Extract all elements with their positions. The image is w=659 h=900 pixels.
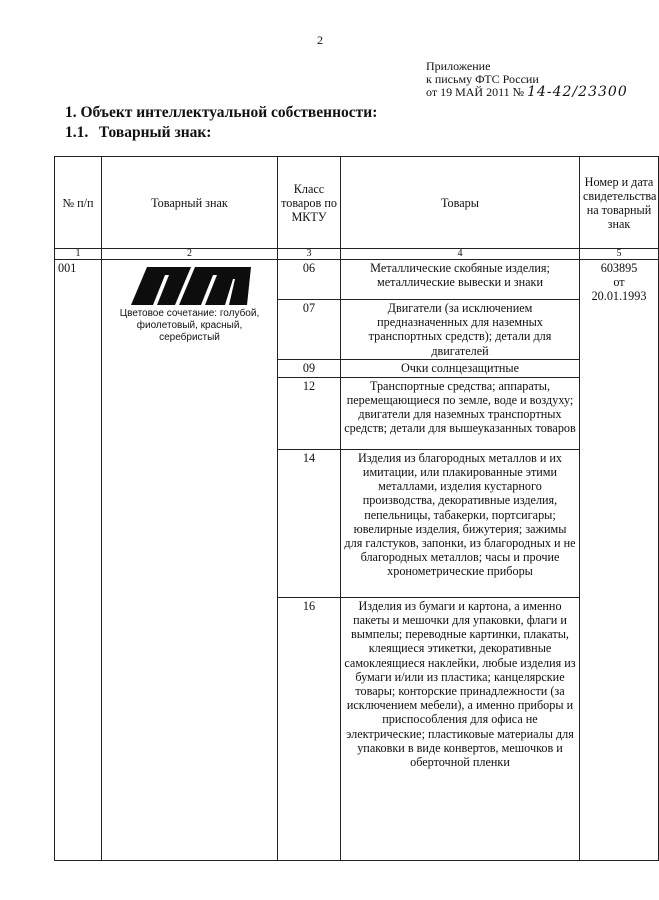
trademark-table <box>54 156 659 861</box>
index-cell: 5 <box>580 249 659 260</box>
m-logo-icon <box>105 265 274 305</box>
index-cell: 1 <box>55 249 102 260</box>
goods-cell: Изделия из благородных металлов и их имитации, или плакированные этими металлами, изделия кустарного производства, декоративные изделия, пепельницы, табакерки, портсигары; ювелирные изделия, бижутерия; зажимы для галстуков, запонки, из благородных и не благородных металлов; часы и прочие хронометрические приборы <box>341 449 580 597</box>
goods-cell: Металлические скобяные изделия; металлические вывески и знаки <box>341 260 580 300</box>
registration-number: 603895 <box>600 261 638 275</box>
registration-from: от <box>613 275 625 289</box>
stamped-date: 19 МАЙ 2011 <box>440 85 510 99</box>
header-num: № п/п <box>55 157 102 249</box>
number-sign: № <box>512 85 525 99</box>
header-trademark: Товарный знак <box>102 157 278 249</box>
index-cell: 4 <box>341 249 580 260</box>
date-prefix: от <box>426 85 438 99</box>
table-header-row <box>55 157 659 249</box>
goods-cell: Транспортные средства; аппараты, перемещающиеся по земле, воде и воздуху; двигатели для наземных транспортных средств; детали для вышеуказанных товаров <box>341 377 580 449</box>
goods-cell: Очки солнцезащитные <box>341 359 580 377</box>
goods-cell: Двигатели (за исключением предназначенных для наземных транспортных средств); детали для двигателей <box>341 300 580 360</box>
header-class: Класс товаров по МКТУ <box>278 157 341 249</box>
class-cell: 14 <box>278 449 341 597</box>
subsection-title: Товарный знак: <box>98 124 212 141</box>
handwritten-doc-number: 14-42/23300 <box>527 84 628 100</box>
table-index-row <box>55 249 659 260</box>
class-cell: 16 <box>278 597 341 860</box>
class-cell: 07 <box>278 300 341 360</box>
goods-cell: Изделия из бумаги и картона, а именно пакеты и мешочки для упаковки, флаги и вымпелы; переводные картинки, плакаты, клеящиеся этикетки, декоративные самоклеящиеся наклейки, любые изделия из бумаги и/или из пластика; канцелярские товары; конторские принадлежности (за исключением мебели), а именно приборы и приспособления для офиса не электрические; пластиковые материалы для упаковки в виде конвертов, мешочков и оберточной пленки <box>341 597 580 860</box>
class-cell: 09 <box>278 359 341 377</box>
appendix-letter-ref: к письму ФТС России <box>426 72 539 86</box>
subsection-number: 1.1. <box>65 124 89 141</box>
color-combination-note: Цветовое сочетание: голубой, фиолетовый, красный, серебристый <box>119 308 260 343</box>
class-cell: 12 <box>278 377 341 449</box>
entry-number: 001 <box>55 260 102 861</box>
index-cell: 3 <box>278 249 341 260</box>
page-number: 2 <box>317 33 323 47</box>
appendix-date-line <box>426 86 628 99</box>
header-goods: Товары <box>341 157 580 249</box>
registration-date: 20.01.1993 <box>591 289 647 303</box>
header-registration: Номер и дата свидетельства на товарный знак <box>580 157 659 249</box>
class-cell: 06 <box>278 260 341 300</box>
index-cell: 2 <box>102 249 278 260</box>
table-row <box>55 260 659 300</box>
appendix-title: Приложение <box>426 59 491 73</box>
registration-cell <box>580 260 659 861</box>
trademark-cell <box>102 260 278 861</box>
appendix-block <box>426 60 628 99</box>
subsection-heading <box>65 124 211 142</box>
section-heading: 1. Объект интеллектуальной собственности: <box>65 104 378 121</box>
